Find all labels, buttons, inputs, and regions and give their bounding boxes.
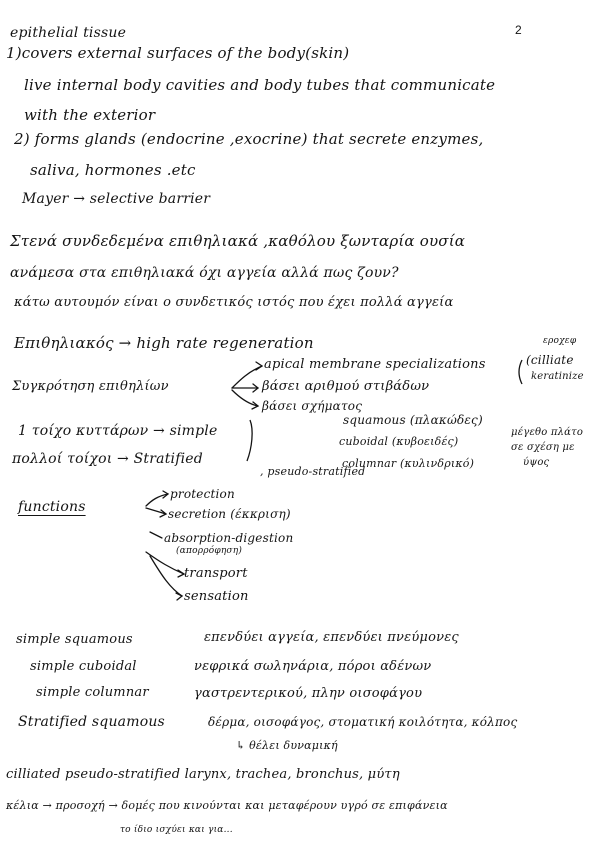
note-line-greek: βάσει αριθμού στιβάδων — [262, 379, 430, 394]
arrow-icon — [146, 494, 168, 506]
brace-icon — [519, 360, 522, 384]
note-line-greek: Στενά συνδεδεμένα επιθηλιακά ,καθόλου ξωνταρία ουσία — [10, 232, 466, 250]
function-item-note: (απορρόφηση) — [176, 546, 243, 556]
note-line-greek: κέλια → προσοχή → δομές που κινούνται και μεταφέρουν υγρό σε επιφάνεια — [6, 799, 448, 812]
note-line: cuboidal (κυβοειδές) — [339, 435, 459, 448]
note-line: keratinize — [531, 371, 584, 382]
note-line: squamous (πλακώδες) — [343, 413, 483, 427]
epithelium-location: νεφρικά σωληνάρια, πόροι αδένων — [194, 659, 432, 674]
note-line: with the exterior — [24, 106, 156, 124]
note-line: 2) forms glands (endocrine ,exocrine) that secrete enzymes, — [14, 130, 484, 148]
note-line-greek: μέγεθο πλάτο — [511, 427, 584, 438]
epithelium-type: simple columnar — [36, 685, 149, 700]
note-line: columnar (κυλινδρικό) — [342, 457, 475, 470]
arrow-icon — [150, 556, 182, 596]
note-line-greek: Συγκρότηση επιθηλίων — [12, 379, 169, 394]
note-line-greek: ↳ θέλει δυναμική — [236, 739, 338, 752]
note-line-greek: βάσει σχήματος — [262, 399, 363, 413]
note-heading-epithelial-tissue: epithelial tissue — [10, 25, 127, 41]
functions-heading: functions — [18, 499, 86, 515]
page-number: 2 — [515, 23, 522, 37]
arrow-icon — [256, 362, 262, 370]
epithelium-location: επενδύει αγγεία, επενδύει πνεύμονες — [204, 630, 459, 645]
note-line: (cilliate — [526, 353, 574, 367]
note-line: 1)covers external surfaces of the body(skin) — [6, 44, 350, 62]
note-line-greek: ανάμεσα στα επιθηλιακά όχι αγγεία αλλά πως ζουν? — [10, 265, 399, 281]
arrow-icon — [176, 593, 182, 600]
function-item: transport — [184, 566, 248, 581]
note-line: live internal body cavities and body tubes that communicate — [24, 76, 496, 94]
epithelium-location: δέρμα, οισοφάγος, στοματική κοιλότητα, κόλπος — [208, 715, 518, 729]
epithelium-location: γαστρεντερικού, πλην οισοφάγου — [194, 686, 423, 701]
brace-icon — [247, 420, 252, 461]
function-item: protection — [170, 487, 235, 501]
function-item: secretion (έκκριση) — [168, 507, 291, 521]
epithelium-type: simple squamous — [16, 632, 133, 647]
function-item: sensation — [184, 589, 249, 604]
note-line-partial: το ίδιο ισχύει και για... — [120, 825, 233, 835]
epithelium-type: Stratified squamous — [18, 714, 165, 730]
note-line-greek: ύψος — [523, 457, 550, 468]
note-line: πολλοί τοίχοι → Stratified — [12, 451, 203, 467]
note-line: apical membrane specializations — [264, 357, 486, 372]
note-line: , pseudo-stratified — [260, 465, 366, 478]
note-line-greek: σε σχέση με — [511, 442, 575, 453]
arrow-icon — [150, 532, 162, 538]
note-line: 1 τοίχο κυττάρων → simple — [18, 423, 218, 439]
note-line-greek: εροχεφ — [543, 336, 577, 346]
note-line: Επιθηλιακός → high rate regeneration — [14, 334, 314, 352]
epithelium-type: cilliated pseudo-stratified larynx, trachea, bronchus, μύτη — [6, 767, 400, 782]
note-line: saliva, hormones .etc — [30, 161, 196, 179]
epithelium-type: simple cuboidal — [30, 659, 137, 674]
function-item: absorption-digestion — [164, 531, 294, 545]
note-line: Mayer → selective barrier — [22, 191, 211, 207]
note-line-greek: κάτω αυτουμόν είναι ο συνδετικός ιστός που έχει πολλά αγγεία — [14, 295, 454, 310]
arrow-icon — [178, 570, 184, 577]
